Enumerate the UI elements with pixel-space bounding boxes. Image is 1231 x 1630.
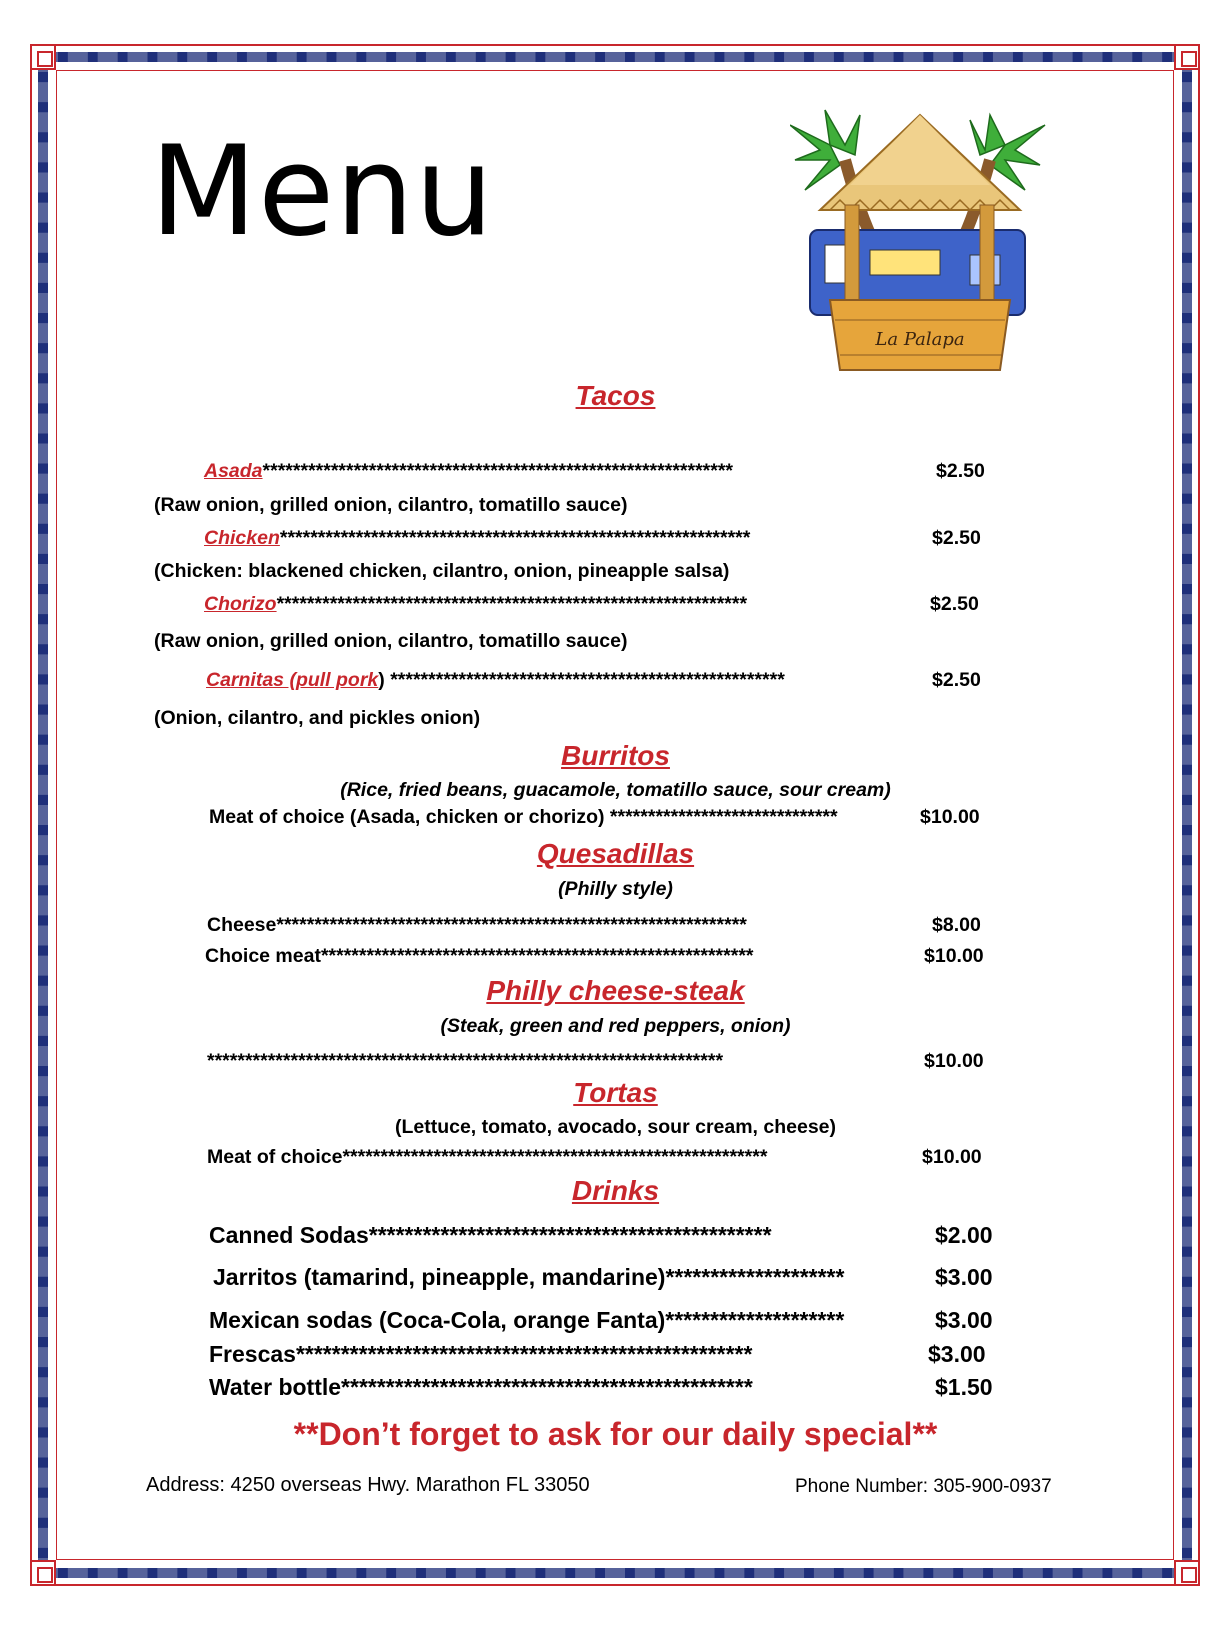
quesadilla-row-cheese: Cheese************************************************************** bbox=[207, 914, 747, 936]
taco-row-asada: Asada************************************************************** bbox=[204, 460, 734, 482]
taco-row-chorizo: Chorizo************************************************************** bbox=[204, 593, 748, 615]
corner-ornament-top-left bbox=[30, 44, 56, 70]
taco-name-chicken: Chicken bbox=[204, 527, 280, 549]
philly-row: ******************************************************************** bbox=[207, 1050, 724, 1072]
taco-price-chicken: $2.50 bbox=[932, 527, 981, 549]
drink-price-jarritos: $3.00 bbox=[935, 1264, 993, 1290]
footer-address: Address: 4250 overseas Hwy. Marathon FL 33050 bbox=[146, 1474, 590, 1496]
page-title: Menu bbox=[150, 120, 495, 264]
taco-price-carnitas: $2.50 bbox=[932, 669, 981, 691]
drink-row-jarritos: Jarritos (tamarind, pineapple, mandarine)******************** bbox=[213, 1264, 845, 1290]
quesadilla-price-meat: $10.00 bbox=[924, 945, 984, 967]
drink-row-frescas: Frescas*************************************************** bbox=[209, 1341, 753, 1367]
footer-phone: Phone Number: 305-900-0937 bbox=[795, 1476, 1052, 1497]
drink-price-water-bottle: $1.50 bbox=[935, 1374, 993, 1400]
logo-text: La Palapa bbox=[875, 329, 965, 350]
philly-price: $10.00 bbox=[924, 1050, 984, 1072]
taco-row-chicken: Chicken************************************************************** bbox=[204, 527, 751, 549]
burritos-description: (Rice, fried beans, guacamole, tomatillo sauce, sour cream) bbox=[340, 779, 891, 801]
philly-description: (Steak, green and red peppers, onion) bbox=[440, 1015, 791, 1037]
taco-price-asada: $2.50 bbox=[936, 460, 985, 482]
taco-desc-carnitas: (Onion, cilantro, and pickles onion) bbox=[154, 707, 481, 729]
torta-row: Meat of choice******************************************************** bbox=[207, 1146, 768, 1168]
taco-desc-chicken: (Chicken: blackened chicken, cilantro, onion, pineapple salsa) bbox=[154, 560, 730, 582]
taco-price-chorizo: $2.50 bbox=[930, 593, 979, 615]
quesadilla-row-meat: Choice meat********************************************************* bbox=[205, 945, 754, 967]
quesadillas-description: (Philly style) bbox=[558, 878, 673, 900]
drink-price-frescas: $3.00 bbox=[928, 1341, 986, 1367]
tortas-heading: Tortas bbox=[573, 1077, 658, 1108]
daily-special-notice: **Don’t forget to ask for our daily special** bbox=[293, 1416, 938, 1452]
tacos-heading: Tacos bbox=[575, 380, 656, 411]
quesadilla-price-cheese: $8.00 bbox=[932, 914, 981, 936]
tortas-description: (Lettuce, tomato, avocado, sour cream, cheese) bbox=[394, 1116, 837, 1138]
taco-row-carnitas: Carnitas (pull pork) **************************************************** bbox=[206, 669, 785, 691]
taco-name-asada: Asada bbox=[204, 460, 263, 482]
burrito-price: $10.00 bbox=[920, 806, 980, 828]
philly-heading: Philly cheese-steak bbox=[486, 975, 745, 1006]
taco-desc-chorizo: (Raw onion, grilled onion, cilantro, tomatillo sauce) bbox=[154, 630, 628, 652]
corner-ornament-top-right bbox=[1174, 44, 1200, 70]
la-palapa-logo bbox=[790, 105, 1050, 385]
drink-row-mexican-sodas: Mexican sodas (Coca-Cola, orange Fanta)******************** bbox=[209, 1307, 845, 1333]
taco-name-carnitas: Carnitas (pull pork bbox=[206, 669, 379, 691]
drink-row-canned-sodas: Canned Sodas********************************************* bbox=[209, 1222, 772, 1248]
quesadillas-heading: Quesadillas bbox=[536, 838, 695, 869]
burrito-row: Meat of choice (Asada, chicken or chorizo) ****************************** bbox=[209, 806, 838, 828]
drink-row-water-bottle: Water bottle********************************************** bbox=[209, 1374, 753, 1400]
corner-ornament-bottom-left bbox=[30, 1560, 56, 1586]
taco-name-chorizo: Chorizo bbox=[204, 593, 277, 615]
taco-desc-asada: (Raw onion, grilled onion, cilantro, tomatillo sauce) bbox=[154, 494, 628, 516]
corner-ornament-bottom-right bbox=[1174, 1560, 1200, 1586]
burritos-heading: Burritos bbox=[561, 740, 670, 771]
drink-price-mexican-sodas: $3.00 bbox=[935, 1307, 993, 1333]
drinks-heading: Drinks bbox=[571, 1175, 660, 1206]
drink-price-canned-sodas: $2.00 bbox=[935, 1222, 993, 1248]
torta-price: $10.00 bbox=[922, 1146, 982, 1168]
